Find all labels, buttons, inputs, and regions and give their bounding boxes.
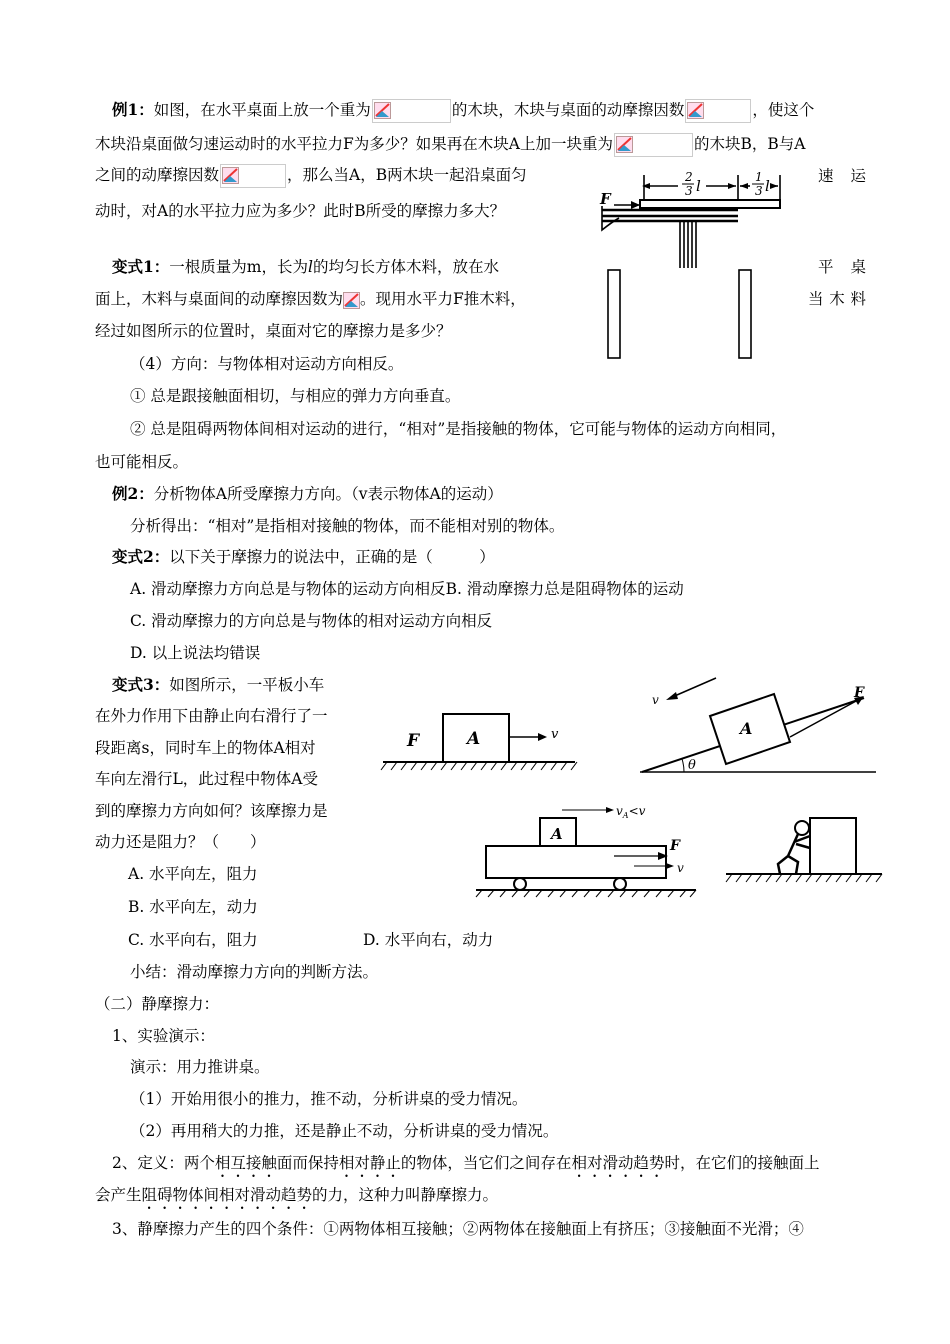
option-c: C. 滑动摩擦力的方向总是与物体的相对运动方向相反 [130, 612, 493, 630]
variant3-line4: 车向左滑行L，此过程中物体A受 [95, 770, 318, 788]
variant1-line2: 面上，木料与桌面间的动摩擦因数为 。现用水平力F推木料， [95, 290, 526, 308]
velocity-label: v [652, 693, 659, 707]
variant2-label: 变式2： [112, 547, 170, 566]
variant3-line2: 在外力作用下由静止向右滑行了一 [95, 707, 328, 725]
variant1-label: 变式1： [112, 257, 170, 276]
variant3-line6: 动力还是阻力？（ ） [95, 833, 266, 851]
example2-line: 例2：分析物体A所受摩擦力方向。（v表示物体A的运动） [112, 484, 503, 503]
formula-image-placeholder [685, 99, 751, 123]
example1-line3: 之间的动摩擦因数 ，那么当A，B两木块一起沿桌面匀 [95, 164, 527, 188]
demo-step2: （2）再用稍大的力推，还是静止不动，分析讲桌的受力情况。 [130, 1122, 559, 1140]
option-a: A. 滑动摩擦力方向总是与物体的运动方向相反 [130, 580, 446, 598]
block-on-incline-figure [636, 672, 886, 784]
example1-line4: 动时，对A的水平拉力应为多少？此时B所受的摩擦力多大？ [95, 202, 506, 220]
block-label: A [467, 729, 481, 749]
block-on-ground-figure [375, 700, 585, 775]
variant1-line3: 经过如图所示的位置时，桌面对它的摩擦力是多少？ [95, 322, 452, 340]
example1-line1: 例1：如图，在水平桌面上放一个重为 的木块，木块与桌面的动摩擦因数 ，使这个 [112, 99, 814, 123]
variant3-line1: 变式3：如图所示，一平板小车 [112, 675, 325, 694]
fraction-numerator: 1 [755, 170, 763, 184]
variant3-option-b: B. 水平向左，动力 [128, 898, 258, 916]
formula-image-placeholder [614, 133, 693, 157]
length-symbol: l [696, 177, 701, 195]
variant3-label: 变式3： [112, 675, 170, 694]
variant3-line5: 到的摩擦力方向如何？该摩擦力是 [95, 802, 328, 820]
experiment-heading: 1、实验演示： [112, 1027, 215, 1045]
velocity-label: v [677, 861, 684, 875]
variant3-option-c: C. 水平向右，阻力 [128, 931, 258, 949]
summary-line: 小结：滑动摩擦力方向的判断方法。 [130, 963, 379, 981]
broken-image-icon [343, 292, 360, 309]
variant2-line: 变式2：以下关于摩擦力的说法中，正确的是（ ） [112, 547, 495, 566]
example2-conclusion: 分析得出：“相对”是指相对接触的物体，而不能相对别的物体。 [130, 517, 565, 535]
example2-label: 例2： [112, 484, 154, 503]
example1-label: 例1： [112, 100, 154, 119]
variant3-option-a: A. 水平向左，阻力 [128, 865, 258, 883]
variant1-line1-tail: 平 桌 [818, 258, 866, 276]
formula-image-placeholder [220, 164, 286, 188]
static-friction-heading: （二）静摩擦力： [95, 995, 220, 1013]
direction-point2-cont: 也可能相反。 [95, 453, 189, 471]
direction-point2: ② 总是阻碍两物体间相对运动的进行，“相对”是指接触的物体，它可能与物体的运动方向相同， [130, 420, 787, 438]
broken-image-icon [222, 167, 239, 184]
force-label: F [407, 731, 420, 751]
table-plank-figure [584, 170, 814, 365]
option-d: D. 以上说法均错误 [130, 644, 261, 662]
fraction-numerator: 2 [685, 170, 693, 184]
demo-line: 演示：用力推讲桌。 [130, 1058, 270, 1076]
direction-point1: ① 总是跟接触面相切，与相应的弹力方向垂直。 [130, 387, 461, 405]
person-pushing-box-figure [722, 812, 887, 887]
variant1-line2-tail: 当 木 料 [808, 290, 866, 308]
block-label: A [551, 825, 563, 843]
example1-line3-tail: 速 运 [818, 167, 866, 185]
cart-with-block-figure [474, 800, 704, 900]
block-label: A [740, 719, 753, 738]
conditions-line: 3、静摩擦力产生的四个条件：①两物体相互接触；②两物体在接触面上有挤压；③接触面不光滑；④ [112, 1220, 804, 1238]
definition-line2: 会产生阻碍物体间相对滑动趋势的力，这种力叫静摩擦力。 [95, 1186, 499, 1204]
relative-velocity-label: $v_A<v$ [616, 804, 646, 820]
broken-image-icon [616, 136, 633, 153]
variant2-options-ab [130, 578, 684, 600]
force-label: F [854, 685, 864, 701]
fraction-denominator: 3 [685, 184, 693, 198]
demo-step1: （1）开始用很小的推力，推不动，分析讲桌的受力情况。 [130, 1090, 528, 1108]
example1-line2: 木块沿桌面做匀速运动时的水平拉力F为多少？如果再在木块A上加一块重为 的木块B，B与A [95, 133, 805, 157]
force-label: F [600, 190, 611, 208]
option-b: B. 滑动摩擦力总是阻碍物体的运动 [445, 580, 684, 598]
broken-image-icon [687, 102, 704, 119]
force-label: F [670, 838, 680, 854]
variant1-line1: 变式1：一根质量为m，长为l的均匀长方体木料，放在水 [112, 257, 499, 276]
definition-line1: 2、定义：两个相互接触面而保持相对静止的物体，当它们之间存在相对滑动趋势时，在它们的接触面上 [112, 1154, 820, 1172]
direction-heading: （4）方向：与物体相对运动方向相反。 [130, 355, 404, 373]
variant3-option-d: D. 水平向右，动力 [363, 931, 494, 949]
formula-image-placeholder [372, 99, 451, 123]
fraction-denominator: 3 [755, 184, 763, 198]
variant3-line3: 段距离s，同时车上的物体A相对 [95, 739, 316, 757]
angle-label: θ [688, 758, 696, 773]
broken-image-icon [374, 102, 391, 119]
velocity-label: v [551, 727, 559, 742]
length-symbol: l [765, 177, 770, 195]
